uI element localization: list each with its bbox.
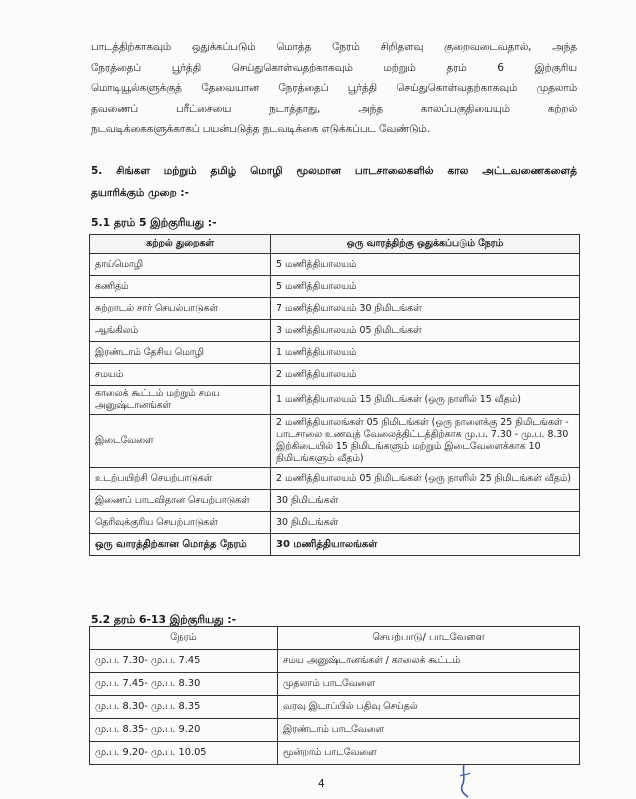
- page-number: 4: [318, 778, 325, 790]
- table-row: [90, 298, 580, 320]
- time-allocation-cell: 1 மணித்தியாலயம்: [271, 342, 580, 364]
- time-slot-cell: மு.ப. 7.30- மு.ப. 7.45: [90, 650, 278, 673]
- table-row: [90, 386, 580, 415]
- section-5-2-heading: 5.2 தரம் 6-13 இற்குரியது :-: [91, 613, 237, 626]
- table-row: [90, 490, 580, 512]
- activity-cell: முதலாம் பாடவேளை: [278, 673, 580, 696]
- column-header: ஒரு வாரத்திற்கு ஒதுக்கப்படும் நேரம்: [271, 235, 580, 254]
- time-allocation-cell: 2 மணித்தியாலயம் 05 நிமிடங்கள் (ஒரு நாளில் 25 நிமிடங்கள் வீதம்): [271, 468, 580, 490]
- section-5-heading-line: தயாரிக்கும் முறை :-: [91, 187, 189, 199]
- activity-cell: சமய அனுஷ்டானங்கள் / காலைக் கூட்டம்: [278, 650, 580, 673]
- grade-5-timetable: [89, 234, 580, 556]
- intro-line: நேரத்தைப் பூர்த்தி செய்துகொள்வதற்காகவும் மற்றும் தரம் 6 இற்குரிய: [91, 61, 577, 74]
- time-slot-cell: மு.ப. 7.45- மு.ப. 8.30: [90, 673, 278, 696]
- learning-area-cell: சுற்றாடல் சார் செயல்பாடுகள்: [90, 298, 271, 320]
- time-allocation-cell: 30 நிமிடங்கள்: [271, 490, 580, 512]
- activity-cell: மூன்றாம் பாடவேளை: [278, 742, 580, 765]
- table-row: [90, 364, 580, 386]
- learning-area-cell: தெரிவுக்குரிய செயற்பாடுகள்: [90, 512, 271, 534]
- total-row: [90, 534, 580, 556]
- time-allocation-cell: 7 மணித்தியாலயம் 30 நிமிடங்கள்: [271, 298, 580, 320]
- time-allocation-cell: 2 மணித்தியாலயம்: [271, 364, 580, 386]
- learning-area-cell: ஆங்கிலம்: [90, 320, 271, 342]
- learning-area-cell: சமயம்: [90, 364, 271, 386]
- section-5-1-heading: 5.1 தரம் 5 இற்குரியது :-: [91, 216, 217, 229]
- intro-paragraph: [91, 37, 577, 140]
- section-5-heading: [91, 160, 577, 204]
- time-slot-cell: மு.ப. 8.30- மு.ப. 8.35: [90, 696, 278, 719]
- table-row: [90, 320, 580, 342]
- intro-line: நடவடிக்கைகளுக்காகப் பயன்படுத்த நடவடிக்கை எடுக்கப்பட வேண்டும்.: [91, 123, 430, 135]
- table-row: [90, 254, 580, 276]
- time-allocation-cell: 2 மணித்தியாலங்கள் 05 நிமிடங்கள் (ஒரு நாளைக்கு 25 நிமிடங்கள் - பாடசாலை உணவுத் வேலைத்திட்டத்திற்காக மு.ப. 7.30 - மு.ப. 8.30 இற்கிடையில் 15 நிமிடங்களும் மற்றும் இடைவேளைக்காக 10 நிமிடங்களும் வீதம்): [271, 415, 580, 468]
- learning-area-cell: உடற்பயிற்சி செயற்பாடுகள்: [90, 468, 271, 490]
- table-row: [90, 673, 580, 696]
- activity-cell: இரண்டாம் பாடவேளை: [278, 719, 580, 742]
- learning-area-cell: தாய்மொழி: [90, 254, 271, 276]
- total-value-cell: 30 மணித்தியாலங்கள்: [271, 534, 580, 556]
- activity-cell: வரவு இடாப்பில் பதிவு செய்தல்: [278, 696, 580, 719]
- table-header-row: [90, 627, 580, 650]
- learning-area-cell: இடைவேளை: [90, 415, 271, 468]
- table-row: [90, 468, 580, 490]
- time-allocation-cell: 3 மணித்தியாலயம் 05 நிமிடங்கள்: [271, 320, 580, 342]
- column-header: நேரம்: [90, 627, 278, 650]
- grade-6-13-timetable: [89, 626, 580, 765]
- learning-area-cell: இணைப் பாடவிதான செயற்பாடுகள்: [90, 490, 271, 512]
- table-header-row: [90, 235, 580, 254]
- column-header: கற்றல் துறைகள்: [90, 235, 271, 254]
- table-row: [90, 650, 580, 673]
- time-allocation-cell: 5 மணித்தியாலயம்: [271, 254, 580, 276]
- time-allocation-cell: 5 மணித்தியாலயம்: [271, 276, 580, 298]
- intro-line: மொடியூல்களுக்குத் தேவையான நேரத்தைப் பூர்த்தி செய்துகொள்வதற்காகவும் முதலாம்: [91, 82, 577, 94]
- total-label-cell: ஒரு வாரத்திற்கான மொத்த நேரம்: [90, 534, 271, 556]
- table-row: [90, 696, 580, 719]
- time-allocation-cell: 1 மணித்தியாலயம் 15 நிமிடங்கள் (ஒரு நாளில் 15 வீதம்): [271, 386, 580, 415]
- time-slot-cell: மு.ப. 8.35- மு.ப. 9.20: [90, 719, 278, 742]
- table-row: [90, 512, 580, 534]
- table-row: [90, 415, 580, 468]
- section-5-heading-line: 5. சிங்கள மற்றும் தமிழ் மொழி மூலமான பாடசாலைகளில் கால அட்டவணைகளைத்: [91, 165, 577, 177]
- intro-line: பாடத்திற்காகவும் ஒதுக்கப்படும் மொத்த நேரம் சிறிதளவு குறைவடைவதால், அந்த: [91, 41, 577, 53]
- learning-area-cell: இரண்டாம் தேசிய மொழி: [90, 342, 271, 364]
- column-header: செயற்பாடு/ பாடவேளை: [278, 627, 580, 650]
- time-slot-cell: மு.ப. 9.20- மு.ப. 10.05: [90, 742, 278, 765]
- learning-area-cell: கணிதம்: [90, 276, 271, 298]
- intro-line: தவணைப் பரீட்சையை நடாத்தாது, அந்த காலப்பகுதியையும் கற்றல்: [91, 102, 577, 115]
- signature-mark: [450, 762, 480, 799]
- table-row: [90, 276, 580, 298]
- learning-area-cell: காலைக் கூட்டம் மற்றும் சமய அனுஷ்டானங்கள்: [90, 386, 271, 415]
- table-row: [90, 719, 580, 742]
- table-row: [90, 742, 580, 765]
- table-row: [90, 342, 580, 364]
- time-allocation-cell: 30 நிமிடங்கள்: [271, 512, 580, 534]
